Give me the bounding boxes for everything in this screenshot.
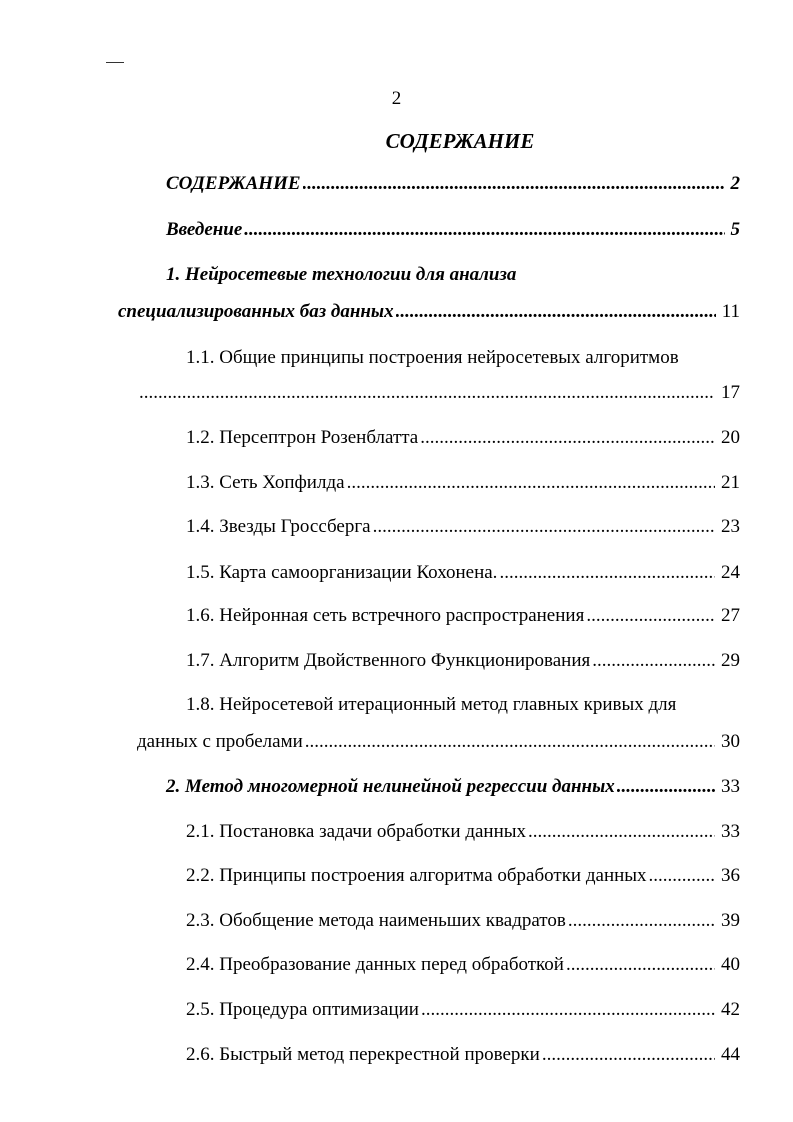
toc-entry-label: 1.3. Сеть Хопфилда (186, 472, 345, 493)
toc-leader-dots (566, 953, 715, 977)
toc-entry-1-8 (137, 730, 740, 754)
toc-leader-dots (586, 604, 715, 628)
toc-entry-1-7 (186, 649, 740, 673)
toc-entry-label: 2.4. Преобразование данных перед обработкой (186, 954, 564, 975)
toc-entry-page: 44 (721, 1044, 740, 1065)
toc-entry-1-1 (137, 381, 740, 405)
toc-entry-1-4 (186, 515, 740, 539)
toc-leader-dots (303, 172, 725, 196)
toc-leader-dots (528, 820, 715, 844)
toc-leader-dots (305, 730, 715, 754)
toc-entry-2-6 (186, 1043, 740, 1067)
corner-mark (106, 62, 124, 63)
toc-leader-dots (421, 998, 715, 1022)
toc-entry-1-1-line1: 1.1. Общие принципы построения нейросетевых алгоритмов (186, 347, 679, 368)
toc-entry-page: 33 (721, 821, 740, 842)
toc-entry-1-8-line1: 1.8. Нейросетевой итерационный метод главных кривых для (186, 694, 677, 715)
toc-entry-label: 1.5. Карта самоорганизации Кохонена. (186, 562, 498, 583)
toc-entry-page: 2 (730, 173, 740, 194)
toc-entry-label: 2.6. Быстрый метод перекрестной проверки (186, 1044, 540, 1065)
toc-entry-page: 42 (721, 999, 740, 1020)
toc-entry-page: 23 (721, 516, 740, 537)
toc-entry-page: 36 (721, 865, 740, 886)
toc-entry-label: 1.6. Нейронная сеть встречного распространения (186, 605, 585, 626)
toc-leader-dots (373, 515, 715, 539)
toc-entry-1-5 (186, 561, 740, 585)
toc-leader-dots (396, 300, 716, 324)
page-title: СОДЕРЖАНИЕ (385, 129, 535, 153)
toc-leader-dots (244, 218, 724, 242)
toc-entry-label: данных с пробелами (137, 731, 303, 752)
toc-entry-label: специализированных баз данных (118, 301, 394, 322)
toc-entry-page: 21 (721, 472, 740, 493)
toc-leader-dots (347, 471, 715, 495)
toc-leader-dots (542, 1043, 715, 1067)
toc-entry-page: 24 (721, 562, 740, 583)
toc-entry-page: 11 (721, 301, 740, 322)
toc-entry-page: 17 (721, 382, 740, 403)
toc-entry-label: 1.7. Алгоритм Двойственного Функционирования (186, 650, 591, 671)
toc-entry-chapter1-line1: 1. Нейросетевые технологии для анализа (166, 264, 517, 285)
toc-entry-2-2 (186, 864, 740, 888)
toc-entry-label: 1.4. Звезды Гроссберга (186, 516, 371, 537)
toc-entry-label: 1.2. Персептрон Розенблатта (186, 427, 419, 448)
toc-entry-page: 29 (721, 650, 740, 671)
toc-entry-contents (166, 172, 740, 196)
toc-entry-label: 2.5. Процедура оптимизации (186, 999, 419, 1020)
page-number: 2 (391, 88, 402, 109)
toc-entry-page: 30 (721, 731, 740, 752)
toc-entry-2-5 (186, 998, 740, 1022)
toc-entry-label: СОДЕРЖАНИЕ (166, 173, 301, 194)
toc-entry-page: 20 (721, 427, 740, 448)
toc-entry-label: 2.3. Обобщение метода наименьших квадратов (186, 910, 566, 931)
toc-leader-dots (568, 909, 715, 933)
toc-entry-label: 2. Метод многомерной нелинейной регрессии данных (166, 776, 615, 797)
toc-entry-label: 2.1. Постановка задачи обработки данных (186, 821, 527, 842)
toc-entry-2-4 (186, 953, 740, 977)
toc-entry-2-3 (186, 909, 740, 933)
toc-entry-label: Введение (166, 219, 243, 240)
toc-entry-page: 33 (721, 776, 740, 797)
toc-entry-page: 27 (721, 605, 740, 626)
toc-entry-1-3 (186, 471, 740, 495)
toc-entry-1-2 (186, 426, 740, 450)
toc-leader-dots (617, 775, 715, 799)
toc-entry-page: 39 (721, 910, 740, 931)
toc-leader-dots (139, 381, 715, 405)
toc-entry-introduction (166, 218, 740, 242)
toc-leader-dots (592, 649, 715, 673)
toc-leader-dots (499, 561, 715, 585)
toc-entry-label: 2.2. Принципы построения алгоритма обработки данных (186, 865, 647, 886)
toc-entry-2-1 (186, 820, 740, 844)
toc-leader-dots (420, 426, 715, 450)
toc-entry-chapter2 (166, 775, 740, 799)
toc-entry-chapter1 (118, 300, 740, 324)
toc-leader-dots (649, 864, 715, 888)
toc-entry-page: 40 (721, 954, 740, 975)
toc-entry-1-6 (186, 604, 740, 628)
toc-entry-page: 5 (730, 219, 740, 240)
